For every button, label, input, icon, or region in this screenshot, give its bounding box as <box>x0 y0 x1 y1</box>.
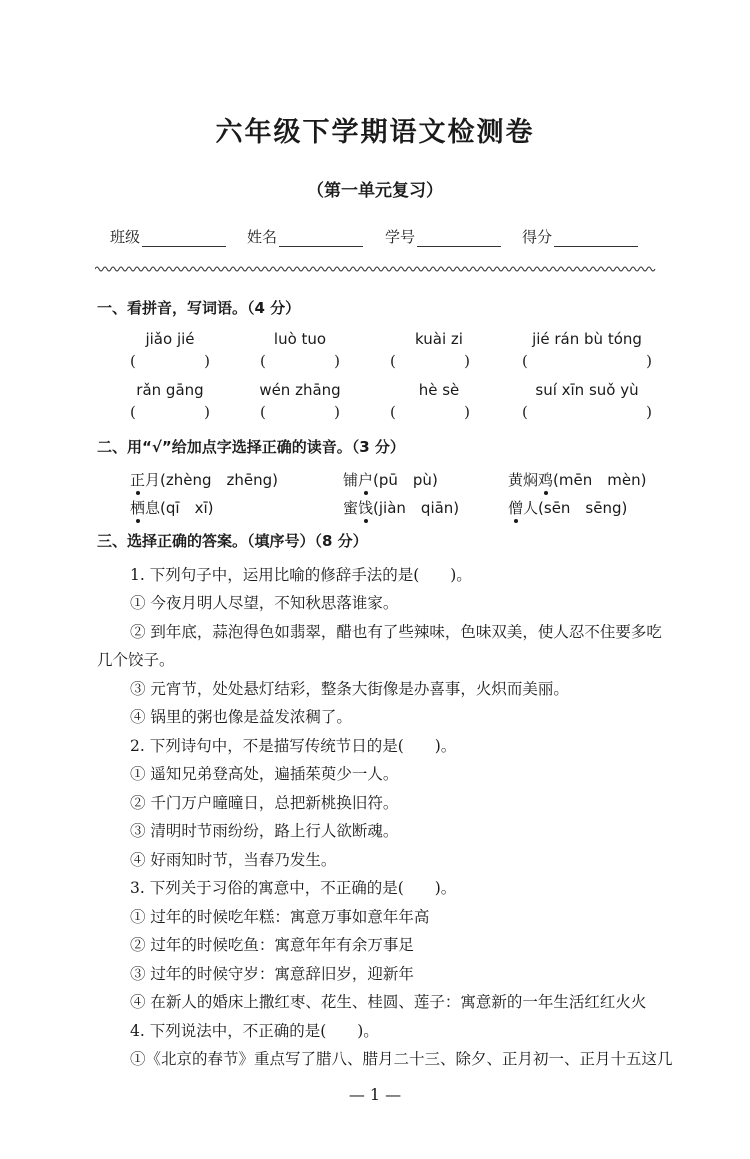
pinyin-item: luò tuo <box>273 330 327 348</box>
score-blank[interactable] <box>554 230 638 247</box>
name-field[interactable] <box>247 226 363 247</box>
pronunciation-item[interactable]: 僧人(sēn sēng) <box>508 499 628 517</box>
question-1: 1. 下列句子中，运用比喻的修辞手法的是( )。 <box>130 566 472 584</box>
pinyin-item: wén zhāng <box>259 381 341 399</box>
answer-blank[interactable]: ( ) <box>130 352 210 370</box>
id-blank[interactable] <box>417 230 501 247</box>
name-label: 姓名 <box>247 228 278 246</box>
option-line[interactable]: ② 到年底，蒜泡得色如翡翠，醋也有了些辣味，色味双美，使人忍不住要多吃 <box>130 623 662 641</box>
pinyin-item: jié rán bù tóng <box>532 330 642 348</box>
answer-blank[interactable]: ( ) <box>390 403 470 421</box>
option-line[interactable]: ④ 在新人的婚床上撒红枣、花生、桂圆、莲子：寓意新的一年生活红红火火 <box>130 993 647 1011</box>
page-number: — 1 — <box>348 1085 402 1104</box>
section1-heading: 一、看拼音，写词语。（4 分） <box>97 299 301 317</box>
pronunciation-item[interactable]: 黄焖鸡(mēn mèn) <box>508 471 647 489</box>
answer-blank[interactable]: ( ) <box>260 352 340 370</box>
answer-blank[interactable]: ( ) <box>260 403 340 421</box>
pinyin-item: hè sè <box>418 381 460 399</box>
option-line-continued: 几个饺子。 <box>97 651 175 669</box>
id-label: 学号 <box>385 228 416 246</box>
answer-blank[interactable]: ( ) <box>390 352 470 370</box>
answer-blank[interactable]: ( ) <box>130 403 210 421</box>
pronunciation-item[interactable]: 正月(zhèng zhēng) <box>130 471 279 489</box>
option-line[interactable]: ② 千门万户曈曈日，总把新桃换旧符。 <box>130 794 399 812</box>
pronunciation-item[interactable]: 蜜饯(jiàn qiān) <box>343 499 460 517</box>
class-blank[interactable] <box>142 230 226 247</box>
option-line[interactable]: ① 遥知兄弟登高处，遍插茱萸少一人。 <box>130 765 399 783</box>
name-blank[interactable] <box>279 230 363 247</box>
page-subtitle: （第一单元复习） <box>307 181 443 201</box>
section3-heading: 三、选择正确的答案。（填序号）（8 分） <box>97 532 368 550</box>
class-label: 班级 <box>110 228 141 246</box>
answer-blank[interactable]: ( ) <box>522 403 652 421</box>
section2-heading: 二、用“√”给加点字选择正确的读音。（3 分） <box>97 438 405 456</box>
option-line[interactable]: ③ 清明时节雨纷纷，路上行人欲断魂。 <box>130 822 399 840</box>
option-line[interactable]: ① 过年的时候吃年糕：寓意万事如意年年高 <box>130 908 430 926</box>
pronunciation-item[interactable]: 栖息(qī xī) <box>130 499 214 517</box>
question-4: 4. 下列说法中，不正确的是( )。 <box>130 1022 379 1040</box>
option-line[interactable]: ③ 元宵节，处处悬灯结彩，整条大街像是办喜事，火炽而美丽。 <box>130 680 569 698</box>
option-line[interactable]: ④ 好雨知时节，当春乃发生。 <box>130 851 337 869</box>
wavy-divider <box>95 264 657 274</box>
id-field[interactable] <box>385 226 501 247</box>
option-line[interactable]: ② 过年的时候吃鱼：寓意年年有余万事足 <box>130 936 414 954</box>
option-line[interactable]: ④ 锅里的粥也像是益发浓稠了。 <box>130 708 352 726</box>
class-field[interactable] <box>110 226 226 247</box>
option-line[interactable]: ③ 过年的时候守岁：寓意辞旧岁，迎新年 <box>130 965 414 983</box>
pinyin-item: suí xīn suǒ yù <box>535 381 639 399</box>
answer-blank[interactable]: ( ) <box>522 352 652 370</box>
option-line[interactable]: ① 今夜月明人尽望，不知秋思落谁家。 <box>130 594 399 612</box>
pinyin-item: kuài zi <box>415 330 463 348</box>
score-field[interactable] <box>522 226 638 247</box>
score-label: 得分 <box>522 228 553 246</box>
question-3: 3. 下列关于习俗的寓意中，不正确的是( )。 <box>130 879 457 897</box>
page-title: 六年级下学期语文检测卷 <box>215 117 535 148</box>
pinyin-item: jiǎo jié <box>145 330 195 348</box>
pinyin-item: rǎn gāng <box>136 381 204 399</box>
pronunciation-item[interactable]: 铺户(pū pù) <box>343 471 438 489</box>
option-line[interactable]: ①《北京的春节》重点写了腊八、腊月二十三、除夕、正月初一、正月十五这几 <box>130 1050 673 1068</box>
question-2: 2. 下列诗句中，不是描写传统节日的是( )。 <box>130 737 457 755</box>
